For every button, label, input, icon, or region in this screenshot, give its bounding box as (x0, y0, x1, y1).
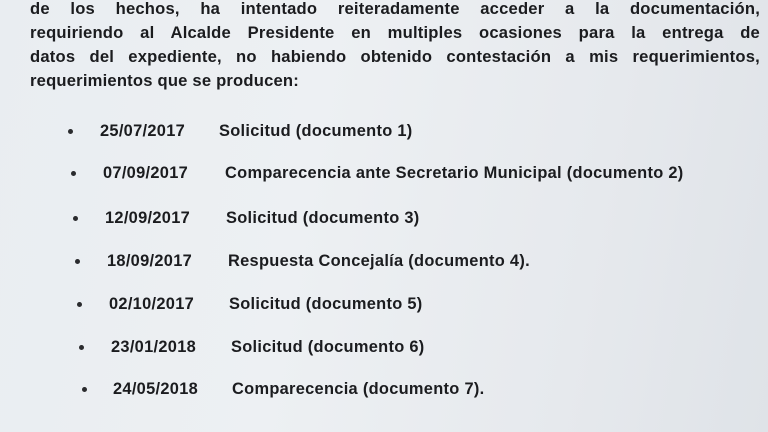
bullet-dot-icon (73, 216, 78, 221)
request-date: 12/09/2017 (105, 209, 191, 227)
request-description: Solicitud (documento 1) (219, 122, 413, 140)
request-description: Respuesta Concejalía (documento 4). (228, 252, 530, 270)
request-description: Comparecencia ante Secretario Municipal (documento 2) (225, 164, 684, 182)
paragraph-line-2: requiriendo al Alcalde Presidente en multiples ocasiones para la entrega de (30, 23, 760, 42)
bullet-dot-icon (82, 387, 87, 392)
request-description: Solicitud (documento 3) (226, 209, 420, 227)
bullet-dot-icon (75, 259, 80, 264)
bullet-dot-icon (79, 345, 84, 350)
request-date: 25/07/2017 (100, 122, 186, 140)
bullet-dot-icon (77, 302, 82, 307)
request-date: 18/09/2017 (107, 252, 193, 270)
bullet-dot-icon (68, 129, 73, 134)
paragraph-line-4: requerimientos que se producen: (30, 71, 299, 90)
request-description: Solicitud (documento 6) (231, 338, 425, 356)
request-description: Solicitud (documento 5) (229, 295, 423, 313)
request-date: 07/09/2017 (103, 164, 189, 182)
request-date: 24/05/2018 (113, 380, 199, 398)
request-date: 23/01/2018 (111, 338, 197, 356)
request-date: 02/10/2017 (109, 295, 195, 313)
bullet-dot-icon (71, 171, 76, 176)
paragraph-line-3: datos del expediente, no habiendo obtenido contestación a mis requerimientos, (30, 47, 760, 66)
request-description: Comparecencia (documento 7). (232, 380, 485, 398)
paragraph-line-1: de los hechos, ha intentado reiteradamente acceder a la documentación, (30, 0, 760, 18)
